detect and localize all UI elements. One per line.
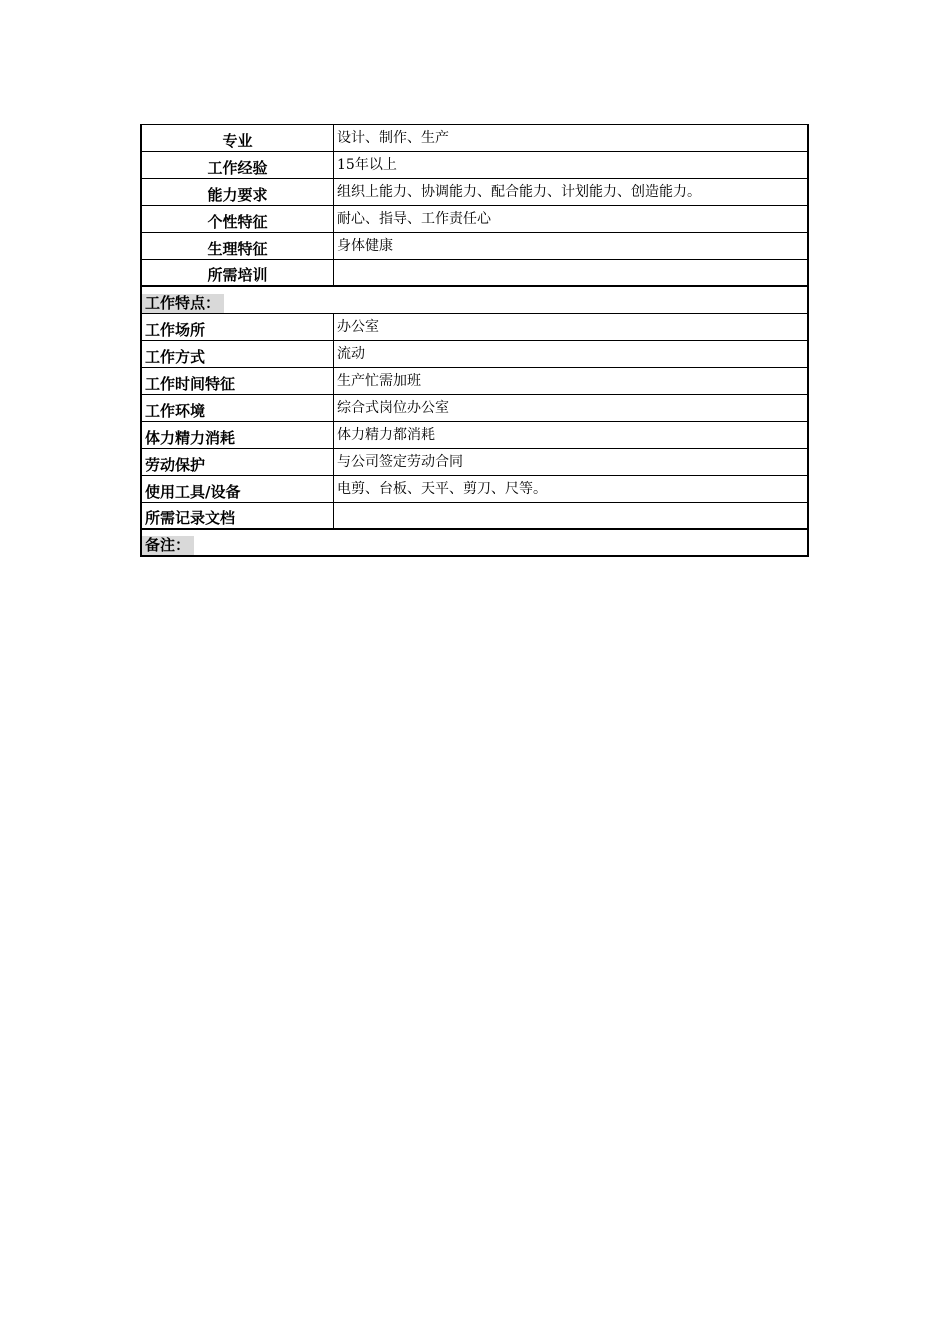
table-row-documents <box>142 503 807 530</box>
table-row-tools <box>142 476 807 503</box>
section-title: 备注： <box>142 536 194 555</box>
row-value: 流动 <box>337 346 365 362</box>
row-value: 综合式岗位办公室 <box>337 400 449 416</box>
row-value: 设计、制作、生产 <box>337 130 449 146</box>
row-value: 办公室 <box>337 319 379 335</box>
row-value: 15年以上 <box>337 157 397 173</box>
table-row-training <box>142 260 807 287</box>
row-label: 劳动保护 <box>142 449 334 475</box>
section-title: 工作特点： <box>142 294 224 313</box>
row-label: 工作经验 <box>142 152 334 178</box>
section-remarks <box>142 530 807 557</box>
table-row-environment <box>142 395 807 422</box>
section-work-features <box>142 287 807 314</box>
table-row-major <box>142 125 807 152</box>
row-label: 能力要求 <box>142 179 334 205</box>
row-value <box>334 260 807 285</box>
row-label: 生理特征 <box>142 233 334 259</box>
row-label: 体力精力消耗 <box>142 422 334 448</box>
row-label: 所需培训 <box>142 260 334 285</box>
row-value: 耐心、指导、工作责任心 <box>337 211 491 227</box>
row-value: 电剪、台板、天平、剪刀、尺等。 <box>337 481 547 497</box>
row-value: 生产忙需加班 <box>337 373 421 389</box>
row-value <box>334 503 807 528</box>
row-value: 组织上能力、协调能力、配合能力、计划能力、创造能力。 <box>337 184 701 200</box>
table-row-work-mode <box>142 341 807 368</box>
table-row-energy <box>142 422 807 449</box>
table-row-physical <box>142 233 807 260</box>
row-value: 与公司签定劳动合同 <box>337 454 463 470</box>
job-spec-table <box>140 124 809 557</box>
table-row-ability <box>142 179 807 206</box>
table-row-labor-protection <box>142 449 807 476</box>
table-row-experience <box>142 152 807 179</box>
row-label: 使用工具/设备 <box>142 476 334 502</box>
row-label: 工作方式 <box>142 341 334 367</box>
row-label: 所需记录文档 <box>142 503 334 528</box>
table-row-personality <box>142 206 807 233</box>
row-value: 身体健康 <box>337 238 393 254</box>
row-label: 工作时间特征 <box>142 368 334 394</box>
table-row-work-time <box>142 368 807 395</box>
table-row-workplace <box>142 314 807 341</box>
row-label: 工作场所 <box>142 314 334 340</box>
row-label: 工作环境 <box>142 395 334 421</box>
row-value: 体力精力都消耗 <box>337 427 435 443</box>
row-label: 专业 <box>142 125 334 151</box>
row-label: 个性特征 <box>142 206 334 232</box>
